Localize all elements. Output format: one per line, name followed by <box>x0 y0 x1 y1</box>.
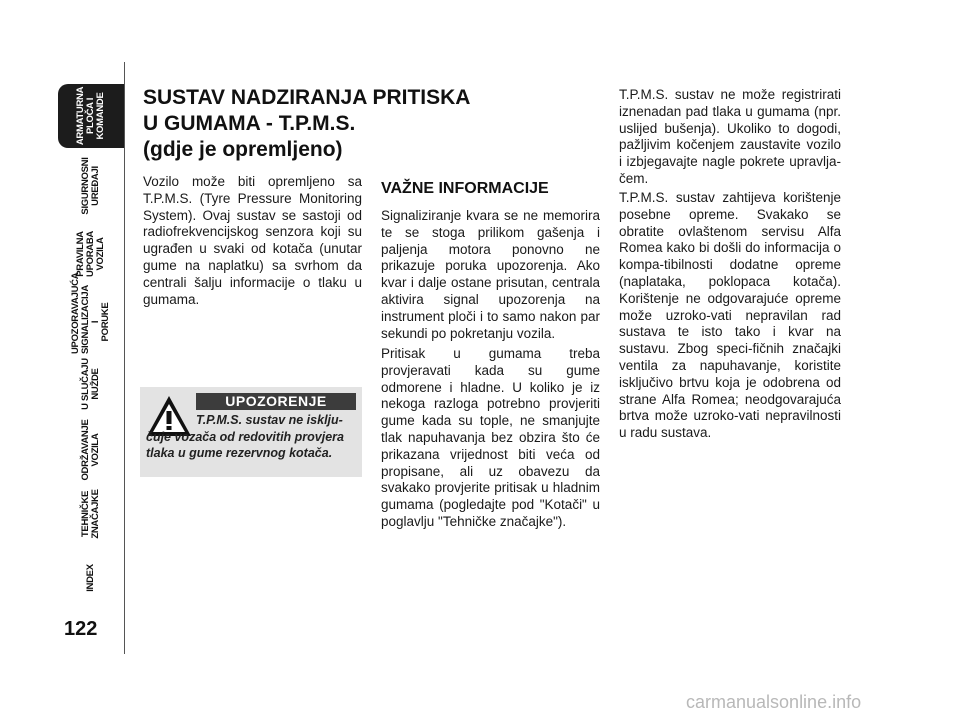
tab-upozoravajuca-signalizacija[interactable] <box>58 272 125 354</box>
chapter-tabs <box>58 62 126 658</box>
tab-label: PRAVILNA UPORABA VOZILA <box>75 231 106 277</box>
tab-label: SIGURNOSNI UREĐAJI <box>80 157 101 215</box>
tab-label: INDEX <box>85 564 96 592</box>
tab-u-slucaju-nuzde[interactable] <box>58 352 125 416</box>
tab-sigurnosni-uredaji[interactable] <box>58 154 125 218</box>
intro-paragraph: Vozilo može biti opremljeno sa T.P.M.S. (Tyre Pressure Monitoring System). Ovaj sustav se sastoji od radiofrekvencijskog senzora koji su ugrađen u svaki od kotača (unutar gume na naplatku) sa svrhom da centrali šalju informacije o tlaku u gumama. <box>143 174 362 307</box>
tab-label: ODRŽAVANJE VOZILA <box>80 419 101 481</box>
tab-pravilna-uporaba[interactable] <box>58 222 125 286</box>
tab-index[interactable] <box>58 546 125 610</box>
tab-label: ARMATURNA PLOČA I KOMANDE <box>75 86 106 146</box>
important-heading: VAŽNE INFORMACIJE <box>381 180 549 197</box>
right-paragraph-1: T.P.M.S. sustav ne može registrirati iznenadan pad tlaka u gumama (npr. uslijed bušenja). Ukoliko to dogodi, pažljivim kočenjem zaustavite vozilo i izbjegavajte nagle pokrete upravlja-čem. <box>619 87 841 186</box>
important-paragraph-2: Pritisak u gumama treba provjeravati kada su gume odmorene i hladne. U koliko je iz nekoga razloga potrebno provjeriti gume kada su tople, ne smanjujte tlak napuhavanja bez obzira što će prikazana vrijednost biti veća od propisane, ali uz obavezu da svakako provjerite pritisak u hladnim gumama (pogledajte pod "Kotači" u poglavlju "Tehničke značajke"). <box>381 346 600 529</box>
tab-tehnicke-znacajke[interactable] <box>58 482 125 546</box>
page-number: 122 <box>64 618 98 640</box>
important-paragraph-1: Signaliziranje kvara se ne memorira te se stoga prilikom gašenja i paljenja motora ponovno ne prikazuje poruka upozorenja. Ako kvar i dalje ostane prisutan, centrala aktivira signal upozorenja na instrument ploči i to samo nakon par sekundi po pokretanju vozila. <box>381 208 600 341</box>
tab-label: UPOZORAVAJUĆA SIGNALIZACIJA I PORUKE <box>70 272 111 354</box>
tab-odrzavanje-vozila[interactable] <box>58 418 125 482</box>
warning-text: T.P.M.S. sustav ne isklju-čuje vozača od redovitih provjera tlaka u gume rezervnog kotača. <box>146 413 344 460</box>
right-paragraph-2: T.P.M.S. sustav zahtijeva korištenje posebne opreme. Svakako se obratite ovlaštenom servisu Alfa Romea kako bi došli do informacija o kompa-tibilnosti dodatne opreme (naplataka, poklopaca kotača). Korištenje ne odgovarajuće opreme može uzroko-vati nepravilan rad sustava te isto tako i kvar na sustavu. Zbog speci-fičnih značajki ventila za napuhavanje, koristite isključivo brtvu koja je odobrena od strane Alfa Romea; neodgovarajuća brtva može uzroko-vati nepravilnosti u radu sustava. <box>619 190 841 441</box>
tab-armaturna-ploca[interactable] <box>58 84 125 148</box>
warning-header: UPOZORENJE <box>196 393 356 410</box>
page-title <box>143 85 563 163</box>
title-line-3: (gdje je opremljeno) <box>143 138 343 161</box>
title-line-1: SUSTAV NADZIRANJA PRITISKA <box>143 86 471 109</box>
title-line-2: U GUMAMA - T.P.M.S. <box>143 112 356 135</box>
warning-box <box>140 387 362 477</box>
tab-label: TEHNIČKE ZNAČAJKE <box>80 489 101 539</box>
watermark: carmanualsonline.info <box>686 692 862 712</box>
tab-label: U SLUČAJU NUŽDE <box>80 358 101 410</box>
